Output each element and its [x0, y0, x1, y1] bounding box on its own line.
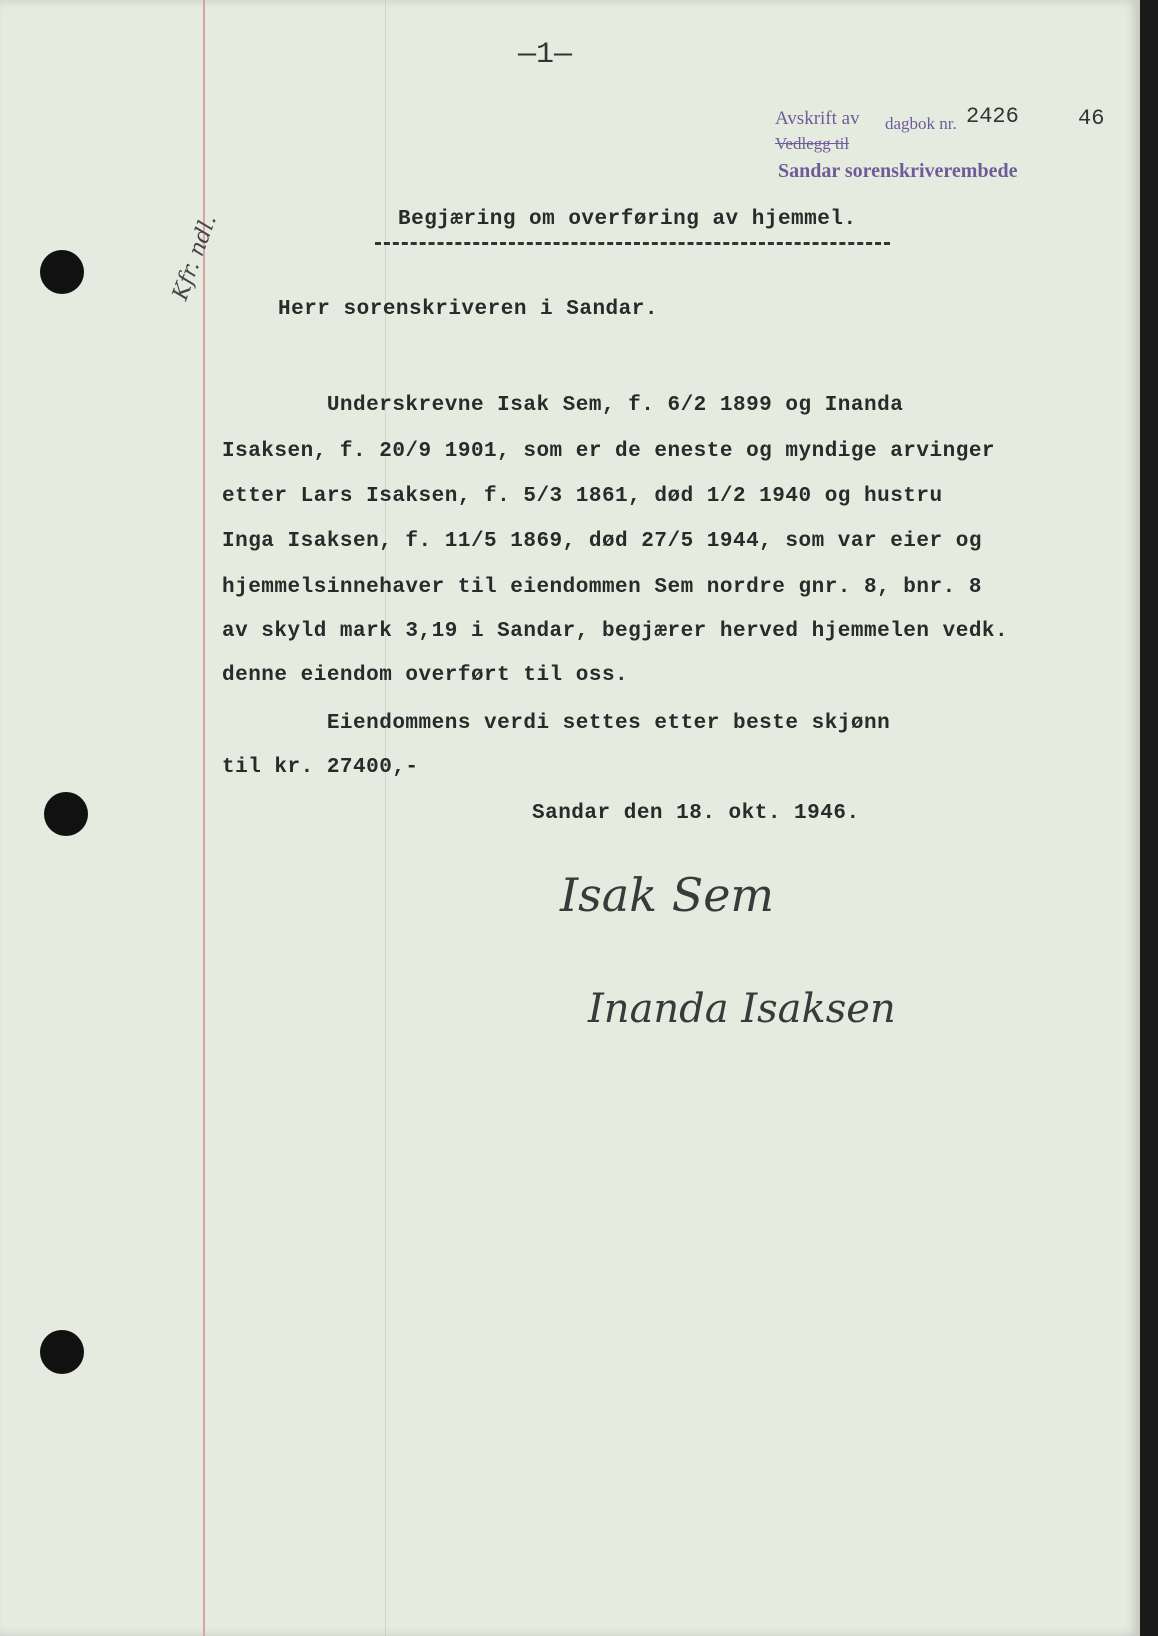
stamp-mid: dagbok nr. — [885, 114, 957, 133]
title-underline — [375, 242, 890, 245]
place-date: Sandar den 18. okt. 1946. — [532, 802, 860, 825]
value-line: Eiendommens verdi settes etter beste skjønn — [222, 712, 891, 735]
punch-hole — [44, 792, 88, 836]
punch-hole — [40, 1330, 84, 1374]
signature-inanda-isaksen: Inanda Isaksen — [588, 986, 896, 1032]
body-line: etter Lars Isaksen, f. 5/3 1861, død 1/2 1940 og hustru — [222, 485, 943, 508]
body-line: hjemmelsinnehaver til eiendommen Sem nordre gnr. 8, bnr. 8 — [222, 576, 982, 599]
salutation: Herr sorenskriveren i Sandar. — [278, 298, 658, 321]
margin-note: Kfr. ndl. — [168, 211, 222, 304]
stamp-prefix: Avskrift av — [775, 108, 860, 129]
page-number: —1— — [518, 38, 573, 72]
punch-hole — [40, 250, 84, 294]
value-line: til kr. 27400,- — [222, 756, 419, 779]
stamp-office: Sandar sorenskriverembede — [778, 160, 1018, 182]
document-title: Begjæring om overføring av hjemmel. — [398, 208, 857, 231]
stamp-year: 46 — [1078, 106, 1105, 131]
body-line: denne eiendom overført til oss. — [222, 664, 629, 687]
page-fold — [385, 0, 386, 1636]
body-line: Underskrevne Isak Sem, f. 6/2 1899 og Inanda — [222, 394, 904, 417]
body-line: Inga Isaksen, f. 11/5 1869, død 27/5 1944, som var eier og — [222, 530, 982, 553]
signature-isak-sem: Isak Sem — [560, 868, 775, 922]
body-line: Isaksen, f. 20/9 1901, som er de eneste og myndige arvinger — [222, 440, 996, 463]
body-line: av skyld mark 3,19 i Sandar, begjærer herved hjemmelen vedk. — [222, 620, 1009, 643]
stamp-number: 2426 — [966, 104, 1019, 129]
stamp-struck-line: Vedlegg til — [775, 134, 850, 153]
